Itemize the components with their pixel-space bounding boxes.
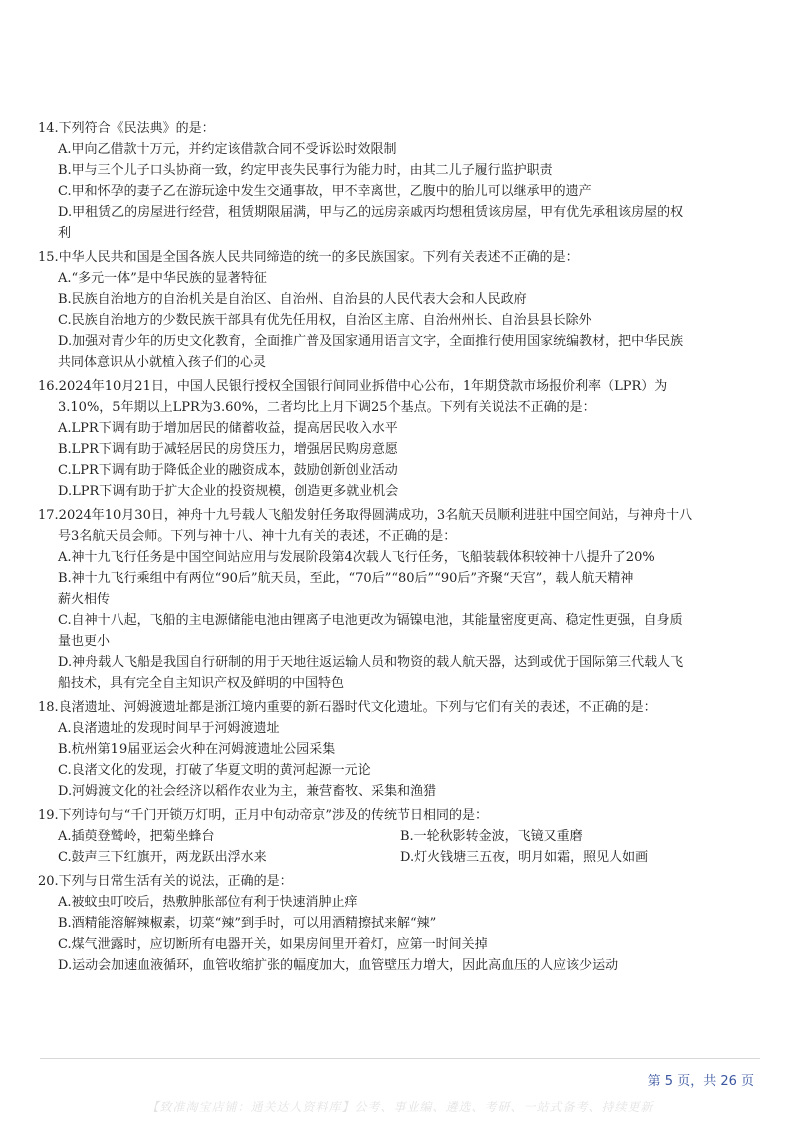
option-b: B.神十九飞行乘组中有两位“90后”航天员，至此，“70后”“80后”“90后”齐聚“天宫”，载人航天精神 xyxy=(58,571,634,586)
question-20 xyxy=(38,871,768,976)
option-d-continued: 利 xyxy=(58,226,72,241)
option-c: C.鼓声三下红旗开，两龙跃出浮水来 xyxy=(58,850,267,865)
option-a: A.良渚遗址的发现时间早于河姆渡遗址 xyxy=(58,721,280,736)
option-d: D.河姆渡文化的社会经济以稻作农业为主，兼营畜牧、采集和渔猎 xyxy=(58,784,437,799)
option-b: B.甲与三个儿子口头协商一致，约定甲丧失民事行为能力时，由其二儿子履行监护职责 xyxy=(58,163,553,178)
option-c-continued: 量也更小 xyxy=(58,634,111,649)
option-d-continued: 共同体意识从小就植入孩子们的心灵 xyxy=(58,355,267,370)
option-b-continued: 薪火相传 xyxy=(58,592,111,607)
option-row-2 xyxy=(38,847,768,868)
option-a: A.LPR下调有助于增加居民的储蓄收益，提高居民收入水平 xyxy=(58,421,398,436)
option-a: A.神十九飞行任务是中国空间站应用与发展阶段第4次载人飞行任务，飞船装载体积较神十八提升了20% xyxy=(58,550,655,565)
option-a: A.插萸登鹫岭，把菊坐蜂台 xyxy=(58,829,215,844)
option-c: C.甲和怀孕的妻子乙在游玩途中发生交通事故，甲不幸离世，乙腹中的胎儿可以继承甲的遗产 xyxy=(58,184,592,199)
option-a: A.甲向乙借款十万元，并约定该借款合同不受诉讼时效限制 xyxy=(58,142,397,157)
question-stem: 19.下列诗句与“千门开锁万灯明，正月中旬动帝京”涉及的传统节日相同的是： xyxy=(38,808,488,823)
option-c: C.自神十八起，飞船的主电源储能电池由锂离子电池更改为镉镍电池，其能量密度更高、稳定性更强，自身质 xyxy=(58,613,683,628)
option-c: C.煤气泄露时，应切断所有电器开关，如果房间里开着灯，应第一时间关掉 xyxy=(58,937,488,952)
option-b: B.一轮秋影转金波，飞镜又重磨 xyxy=(400,829,583,844)
footer-divider xyxy=(40,1058,760,1059)
question-stem: 14.下列符合《民法典》的是： xyxy=(38,121,215,136)
option-b: B.民族自治地方的自治机关是自治区、自治州、自治县的人民代表大会和人民政府 xyxy=(58,292,527,307)
question-stem: 18.良渚遗址、河姆渡遗址都是浙江境内重要的新石器时代文化遗址。下列与它们有关的表述，不正确的是： xyxy=(38,700,657,715)
question-18 xyxy=(38,697,768,802)
question-stem-continued: 3.10%，5年期以上LPR为3.60%，二者均比上月下调25个基点。下列有关说法不正确的是： xyxy=(58,400,596,415)
option-a: A.“多元一体”是中华民族的显著特征 xyxy=(58,271,267,286)
option-row-1 xyxy=(38,826,768,847)
option-c: C.LPR下调有助于降低企业的融资成本，鼓励创新创业活动 xyxy=(58,463,398,478)
question-stem: 17.2024年10月30日，神舟十九号载人飞船发射任务取得圆满成功，3名航天员顺利进驻中国空间站，与神舟十八 xyxy=(38,508,693,523)
page-number: 第 5 页，共 26 页 xyxy=(647,1074,754,1089)
option-d: D.神舟载人飞船是我国自行研制的用于天地往返运输人员和物资的载人航天器，达到或优于国际第三代载人飞 xyxy=(58,655,684,670)
question-list xyxy=(38,118,768,979)
option-a: A.被蚊虫叮咬后，热敷肿胀部位有利于快速消肿止痒 xyxy=(58,895,358,910)
option-d: D.运动会加速血液循环，血管收缩扩张的幅度加大，血管壁压力增大，因此高血压的人应该少运动 xyxy=(58,958,619,973)
question-14 xyxy=(38,118,768,244)
question-16 xyxy=(38,376,768,502)
question-19 xyxy=(38,805,768,868)
option-c: C.良渚文化的发现，打破了华夏文明的黄河起源一元论 xyxy=(58,763,371,778)
option-d-continued: 船技术，具有完全自主知识产权及鲜明的中国特色 xyxy=(58,676,345,691)
option-b: B.LPR下调有助于减轻居民的房贷压力，增强居民购房意愿 xyxy=(58,442,398,457)
option-d: D.加强对青少年的历史文化教育，全面推广普及国家通用语言文字，全面推行使用国家统编教材，把中华民族 xyxy=(58,334,684,349)
option-b: B.酒精能溶解辣椒素，切菜“辣”到手时，可以用酒精擦拭来解“辣” xyxy=(58,916,437,931)
question-stem: 16.2024年10月21日，中国人民银行授权全国银行间同业拆借中心公布，1年期贷款市场报价利率（LPR）为 xyxy=(38,379,668,394)
question-stem-continued: 号3名航天员会师。下列与神十八、神十九有关的表述，不正确的是： xyxy=(58,529,457,544)
option-b: B.杭州第19届亚运会火种在河姆渡遗址公园采集 xyxy=(58,742,336,757)
question-stem: 15.中华人民共和国是全国各族人民共同缔造的统一的多民族国家。下列有关表述不正确的是： xyxy=(38,250,579,265)
question-stem: 20.下列与日常生活有关的说法，正确的是： xyxy=(38,874,293,889)
option-d: D.灯火钱塘三五夜，明月如霜，照见人如画 xyxy=(400,850,649,865)
question-15 xyxy=(38,247,768,373)
option-d: D.甲租赁乙的房屋进行经营，租赁期限届满，甲与乙的远房亲戚丙均想租赁该房屋，甲有优先承租该房屋的权 xyxy=(58,205,684,220)
option-d: D.LPR下调有助于扩大企业的投资规模，创造更多就业机会 xyxy=(58,484,399,499)
watermark-text: 【致准淘宝店铺：通关达人资料库】公考、事业编、遴选、考研、一站式备考、持续更新 xyxy=(146,1100,654,1114)
option-c: C.民族自治地方的少数民族干部具有优先任用权，自治区主席、自治州州长、自治县县长除外 xyxy=(58,313,592,328)
question-17 xyxy=(38,505,768,694)
